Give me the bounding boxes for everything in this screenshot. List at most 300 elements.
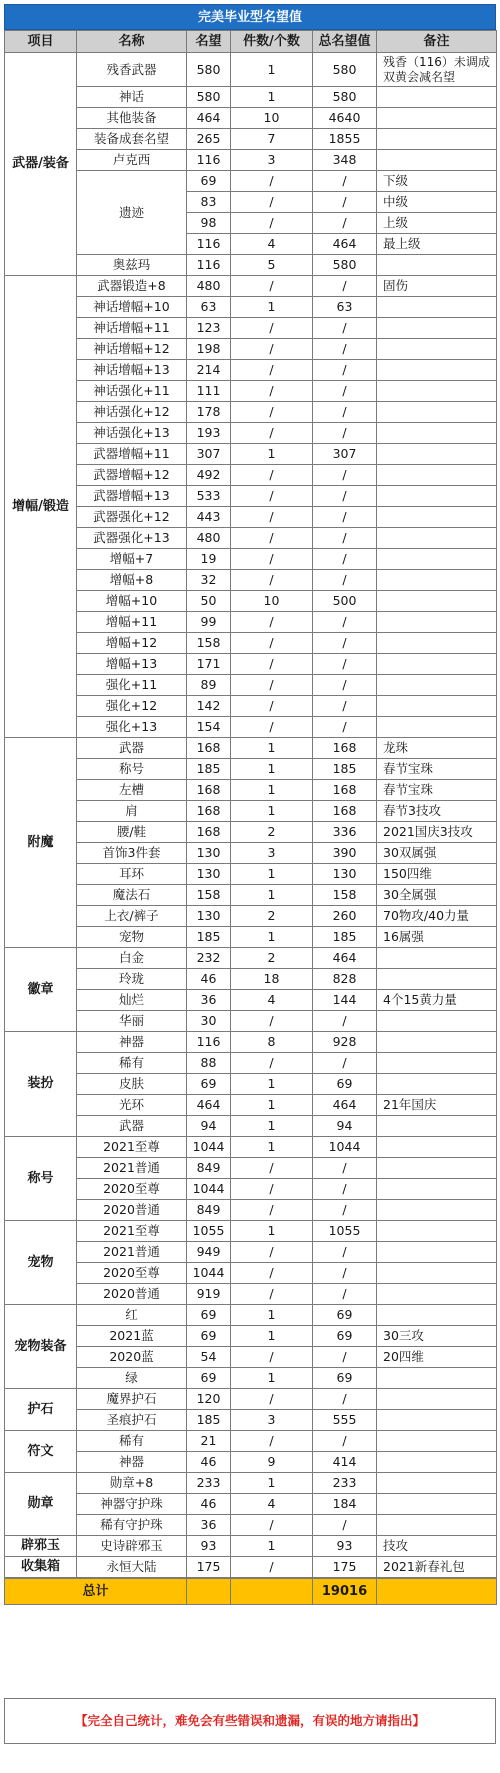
count-cell: / <box>231 213 313 234</box>
item-name-cell: 称号 <box>77 759 187 780</box>
category-cell: 徽章 <box>5 948 77 1032</box>
table-row <box>5 759 497 780</box>
count-cell: / <box>231 1179 313 1200</box>
total-cell: / <box>313 423 377 444</box>
item-name-cell: 神器 <box>77 1032 187 1053</box>
note-cell <box>377 633 497 654</box>
table-row <box>5 780 497 801</box>
note-cell: 30全属强 <box>377 885 497 906</box>
item-name-cell: 魔界护石 <box>77 1389 187 1410</box>
count-cell: 1 <box>231 444 313 465</box>
total-cell: 336 <box>313 822 377 843</box>
count-cell: / <box>231 528 313 549</box>
table-row <box>5 591 497 612</box>
count-cell: / <box>231 675 313 696</box>
fame-cell: 36 <box>187 1515 231 1536</box>
table-row <box>5 1137 497 1158</box>
note-cell <box>377 1494 497 1515</box>
note-cell: 30三攻 <box>377 1326 497 1347</box>
item-name-cell: 神器 <box>77 1452 187 1473</box>
count-cell: / <box>231 171 313 192</box>
fame-cell: 480 <box>187 276 231 297</box>
total-cell: / <box>313 486 377 507</box>
note-cell <box>377 1473 497 1494</box>
table-row <box>5 1452 497 1473</box>
item-name-cell: 勋章+8 <box>77 1473 187 1494</box>
table-row <box>5 423 497 444</box>
total-cell: 233 <box>313 1473 377 1494</box>
fame-table <box>4 30 497 1578</box>
total-cell: 130 <box>313 864 377 885</box>
item-name-cell: 2020普通 <box>77 1200 187 1221</box>
item-name-cell: 其他装备 <box>77 108 187 129</box>
item-name-cell: 增幅+11 <box>77 612 187 633</box>
fame-cell: 89 <box>187 675 231 696</box>
item-name-cell: 神话增幅+11 <box>77 318 187 339</box>
fame-cell: 849 <box>187 1200 231 1221</box>
total-cell: 4640 <box>313 108 377 129</box>
total-label: 总计 <box>5 1579 187 1605</box>
count-cell: 2 <box>231 822 313 843</box>
item-name-cell: 腰/鞋 <box>77 822 187 843</box>
total-blank <box>231 1579 313 1605</box>
fame-cell: 168 <box>187 822 231 843</box>
note-cell <box>377 1515 497 1536</box>
count-cell: / <box>231 654 313 675</box>
table-row <box>5 465 497 486</box>
item-name-cell: 神话强化+13 <box>77 423 187 444</box>
item-name-cell: 武器增幅+13 <box>77 486 187 507</box>
item-name-cell: 武器增幅+11 <box>77 444 187 465</box>
category-cell: 宠物 <box>5 1221 77 1305</box>
note-cell <box>377 486 497 507</box>
fame-cell: 46 <box>187 969 231 990</box>
table-row <box>5 549 497 570</box>
header-count: 件数/个数 <box>231 31 313 53</box>
count-cell: / <box>231 1053 313 1074</box>
note-cell <box>377 1305 497 1326</box>
fame-cell: 185 <box>187 927 231 948</box>
table-row <box>5 1200 497 1221</box>
total-cell: 168 <box>313 738 377 759</box>
item-name-cell: 2020蓝 <box>77 1347 187 1368</box>
fame-cell: 19 <box>187 549 231 570</box>
fame-cell: 168 <box>187 738 231 759</box>
category-cell: 收集箱 <box>5 1557 77 1578</box>
note-cell: 中级 <box>377 192 497 213</box>
note-cell <box>377 318 497 339</box>
note-cell: 残香（116）未调成双黄会减名望 <box>377 53 497 87</box>
fame-cell: 94 <box>187 1116 231 1137</box>
note-cell: 4个15黄力量 <box>377 990 497 1011</box>
fame-cell: 175 <box>187 1557 231 1578</box>
table-row <box>5 1095 497 1116</box>
note-cell: 春节3技攻 <box>377 801 497 822</box>
total-cell: 63 <box>313 297 377 318</box>
table-row <box>5 150 497 171</box>
fame-cell: 30 <box>187 1011 231 1032</box>
total-blank <box>377 1579 497 1605</box>
count-cell: 4 <box>231 1494 313 1515</box>
note-cell: 2021新春礼包 <box>377 1557 497 1578</box>
count-cell: / <box>231 570 313 591</box>
fame-cell: 50 <box>187 591 231 612</box>
total-cell: 144 <box>313 990 377 1011</box>
note-cell <box>377 1200 497 1221</box>
fame-cell: 142 <box>187 696 231 717</box>
fame-sheet <box>4 4 496 1605</box>
count-cell: / <box>231 1557 313 1578</box>
table-row <box>5 1557 497 1578</box>
total-cell: / <box>313 507 377 528</box>
count-cell: / <box>231 465 313 486</box>
count-cell: 1 <box>231 1074 313 1095</box>
note-cell <box>377 1221 497 1242</box>
item-name-cell: 肩 <box>77 801 187 822</box>
fame-cell: 919 <box>187 1284 231 1305</box>
table-row <box>5 318 497 339</box>
item-name-cell: 2021普通 <box>77 1158 187 1179</box>
total-cell: / <box>313 465 377 486</box>
table-row <box>5 402 497 423</box>
note-cell <box>377 255 497 276</box>
item-name-cell: 皮肤 <box>77 1074 187 1095</box>
count-cell: / <box>231 339 313 360</box>
note-cell <box>377 507 497 528</box>
category-cell: 增幅/锻造 <box>5 276 77 738</box>
table-row <box>5 444 497 465</box>
fame-cell: 1044 <box>187 1137 231 1158</box>
table-row <box>5 717 497 738</box>
note-cell <box>377 360 497 381</box>
category-cell: 辟邪玉 <box>5 1536 77 1557</box>
count-cell: 1 <box>231 53 313 87</box>
count-cell: 1 <box>231 885 313 906</box>
total-cell: / <box>313 612 377 633</box>
item-name-cell: 永恒大陆 <box>77 1557 187 1578</box>
table-row <box>5 822 497 843</box>
fame-cell: 185 <box>187 759 231 780</box>
table-row <box>5 129 497 150</box>
table-row <box>5 654 497 675</box>
count-cell: 8 <box>231 1032 313 1053</box>
total-cell: 184 <box>313 1494 377 1515</box>
count-cell: 5 <box>231 255 313 276</box>
table-row <box>5 801 497 822</box>
count-cell: / <box>231 402 313 423</box>
total-cell: 580 <box>313 53 377 87</box>
table-row <box>5 948 497 969</box>
fame-cell: 69 <box>187 1326 231 1347</box>
table-row <box>5 864 497 885</box>
table-row <box>5 1011 497 1032</box>
note-cell <box>377 129 497 150</box>
fame-cell: 1055 <box>187 1221 231 1242</box>
table-row <box>5 990 497 1011</box>
fame-cell: 32 <box>187 570 231 591</box>
count-cell: 1 <box>231 297 313 318</box>
total-cell: / <box>313 171 377 192</box>
item-name-cell: 装备成套名望 <box>77 129 187 150</box>
item-name-cell: 稀有 <box>77 1431 187 1452</box>
fame-cell: 492 <box>187 465 231 486</box>
count-cell: / <box>231 276 313 297</box>
item-name-cell: 武器增幅+12 <box>77 465 187 486</box>
fame-cell: 158 <box>187 633 231 654</box>
fame-cell: 88 <box>187 1053 231 1074</box>
fame-cell: 63 <box>187 297 231 318</box>
note-cell <box>377 402 497 423</box>
count-cell: 2 <box>231 948 313 969</box>
total-cell: 185 <box>313 927 377 948</box>
total-cell: / <box>313 1200 377 1221</box>
item-name-cell: 左槽 <box>77 780 187 801</box>
total-cell: / <box>313 1263 377 1284</box>
fame-cell: 98 <box>187 213 231 234</box>
note-cell: 春节宝珠 <box>377 780 497 801</box>
note-cell <box>377 1011 497 1032</box>
note-cell <box>377 423 497 444</box>
category-cell: 宠物装备 <box>5 1305 77 1389</box>
fame-cell: 580 <box>187 53 231 87</box>
note-cell <box>377 1431 497 1452</box>
table-row <box>5 1326 497 1347</box>
total-table <box>4 1578 497 1605</box>
note-cell: 16属强 <box>377 927 497 948</box>
total-cell: 69 <box>313 1074 377 1095</box>
count-cell: / <box>231 717 313 738</box>
item-name-cell: 增幅+10 <box>77 591 187 612</box>
table-row <box>5 276 497 297</box>
table-row <box>5 675 497 696</box>
item-name-cell: 魔法石 <box>77 885 187 906</box>
fame-cell: 193 <box>187 423 231 444</box>
note-cell: 20四维 <box>377 1347 497 1368</box>
fame-cell: 83 <box>187 192 231 213</box>
fame-cell: 116 <box>187 255 231 276</box>
note-cell <box>377 969 497 990</box>
count-cell: 3 <box>231 150 313 171</box>
count-cell: / <box>231 507 313 528</box>
total-cell: / <box>313 360 377 381</box>
total-cell: / <box>313 570 377 591</box>
table-row <box>5 1347 497 1368</box>
total-cell: / <box>313 339 377 360</box>
note-cell: 上级 <box>377 213 497 234</box>
total-cell: / <box>313 192 377 213</box>
table-row <box>5 1494 497 1515</box>
total-cell: 464 <box>313 234 377 255</box>
note-cell <box>377 1242 497 1263</box>
fame-cell: 168 <box>187 780 231 801</box>
count-cell: 1 <box>231 1473 313 1494</box>
count-cell: / <box>231 1347 313 1368</box>
count-cell: 7 <box>231 129 313 150</box>
note-cell <box>377 1074 497 1095</box>
table-row <box>5 1536 497 1557</box>
fame-cell: 1044 <box>187 1179 231 1200</box>
table-row <box>5 1158 497 1179</box>
count-cell: / <box>231 633 313 654</box>
total-cell: / <box>313 1431 377 1452</box>
note-cell <box>377 1116 497 1137</box>
count-cell: / <box>231 612 313 633</box>
total-cell: / <box>313 213 377 234</box>
fame-cell: 849 <box>187 1158 231 1179</box>
header-fame: 名望 <box>187 31 231 53</box>
total-cell: 307 <box>313 444 377 465</box>
item-name-cell: 稀有守护珠 <box>77 1515 187 1536</box>
total-cell: / <box>313 1011 377 1032</box>
note-cell <box>377 528 497 549</box>
item-name-cell: 增幅+13 <box>77 654 187 675</box>
table-row <box>5 1284 497 1305</box>
fame-cell: 46 <box>187 1494 231 1515</box>
note-cell <box>377 1137 497 1158</box>
total-cell: 260 <box>313 906 377 927</box>
table-row <box>5 1074 497 1095</box>
fame-cell: 36 <box>187 990 231 1011</box>
item-name-cell: 2021普通 <box>77 1242 187 1263</box>
total-cell: / <box>313 1347 377 1368</box>
fame-cell: 54 <box>187 1347 231 1368</box>
total-cell: 69 <box>313 1326 377 1347</box>
fame-cell: 99 <box>187 612 231 633</box>
note-cell <box>377 948 497 969</box>
total-cell: 1855 <box>313 129 377 150</box>
note-cell <box>377 108 497 129</box>
total-cell: 390 <box>313 843 377 864</box>
item-name-cell: 上衣/裤子 <box>77 906 187 927</box>
count-cell: 10 <box>231 108 313 129</box>
total-cell: 580 <box>313 87 377 108</box>
total-cell: 158 <box>313 885 377 906</box>
fame-cell: 69 <box>187 1368 231 1389</box>
total-cell: / <box>313 1053 377 1074</box>
note-cell <box>377 444 497 465</box>
table-row <box>5 339 497 360</box>
fame-cell: 533 <box>187 486 231 507</box>
item-name-cell: 神器守护珠 <box>77 1494 187 1515</box>
count-cell: / <box>231 1011 313 1032</box>
fame-cell: 120 <box>187 1389 231 1410</box>
note-cell: 技攻 <box>377 1536 497 1557</box>
note-cell <box>377 591 497 612</box>
note-cell <box>377 297 497 318</box>
total-cell: / <box>313 549 377 570</box>
total-cell: / <box>313 318 377 339</box>
item-name-cell: 2021至尊 <box>77 1137 187 1158</box>
sheet-title: 完美毕业型名望值 <box>4 4 496 30</box>
item-name-cell: 奥兹玛 <box>77 255 187 276</box>
count-cell: 1 <box>231 864 313 885</box>
count-cell: / <box>231 1389 313 1410</box>
item-name-cell: 绿 <box>77 1368 187 1389</box>
item-name-cell: 2021蓝 <box>77 1326 187 1347</box>
count-cell: 1 <box>231 780 313 801</box>
fame-cell: 123 <box>187 318 231 339</box>
fame-cell: 178 <box>187 402 231 423</box>
total-cell: / <box>313 696 377 717</box>
note-cell <box>377 465 497 486</box>
item-name-cell: 增幅+7 <box>77 549 187 570</box>
count-cell: / <box>231 1515 313 1536</box>
count-cell: 1 <box>231 927 313 948</box>
total-cell: / <box>313 1179 377 1200</box>
count-cell: 1 <box>231 759 313 780</box>
fame-table-body <box>5 31 497 1578</box>
note-cell <box>377 717 497 738</box>
table-row <box>5 507 497 528</box>
category-cell: 称号 <box>5 1137 77 1221</box>
header-name: 名称 <box>77 31 187 53</box>
total-cell: 464 <box>313 948 377 969</box>
table-row <box>5 255 497 276</box>
table-row <box>5 696 497 717</box>
fame-cell: 69 <box>187 1305 231 1326</box>
fame-cell: 69 <box>187 171 231 192</box>
fame-cell: 116 <box>187 150 231 171</box>
table-row <box>5 1368 497 1389</box>
note-cell <box>377 1158 497 1179</box>
item-name-cell: 圣痕护石 <box>77 1410 187 1431</box>
count-cell: / <box>231 696 313 717</box>
note-cell: 龙珠 <box>377 738 497 759</box>
item-name-cell: 2021至尊 <box>77 1221 187 1242</box>
fame-cell: 21 <box>187 1431 231 1452</box>
table-row <box>5 1263 497 1284</box>
category-cell: 附魔 <box>5 738 77 948</box>
fame-cell: 307 <box>187 444 231 465</box>
fame-cell: 130 <box>187 864 231 885</box>
note-cell <box>377 381 497 402</box>
count-cell: / <box>231 549 313 570</box>
total-value: 19016 <box>313 1579 377 1605</box>
fame-cell: 130 <box>187 906 231 927</box>
fame-cell: 464 <box>187 108 231 129</box>
table-row <box>5 612 497 633</box>
table-row <box>5 381 497 402</box>
fame-cell: 949 <box>187 1242 231 1263</box>
total-cell: / <box>313 717 377 738</box>
note-cell <box>377 1410 497 1431</box>
fame-cell: 443 <box>187 507 231 528</box>
count-cell: 4 <box>231 234 313 255</box>
fame-cell: 265 <box>187 129 231 150</box>
table-row <box>5 927 497 948</box>
total-cell: 1055 <box>313 1221 377 1242</box>
total-cell: 175 <box>313 1557 377 1578</box>
table-row <box>5 1410 497 1431</box>
item-name-cell: 红 <box>77 1305 187 1326</box>
note-cell: 固伤 <box>377 276 497 297</box>
item-name-cell: 华丽 <box>77 1011 187 1032</box>
total-cell: 414 <box>313 1452 377 1473</box>
count-cell: 2 <box>231 906 313 927</box>
note-cell: 150四维 <box>377 864 497 885</box>
note-cell <box>377 87 497 108</box>
total-cell: / <box>313 654 377 675</box>
count-cell: / <box>231 1158 313 1179</box>
item-name-cell: 2020至尊 <box>77 1179 187 1200</box>
table-row <box>5 633 497 654</box>
total-row <box>5 1579 497 1605</box>
table-row <box>5 1431 497 1452</box>
note-cell <box>377 1263 497 1284</box>
total-cell: / <box>313 276 377 297</box>
item-name-cell: 神话增幅+10 <box>77 297 187 318</box>
note-cell <box>377 1452 497 1473</box>
